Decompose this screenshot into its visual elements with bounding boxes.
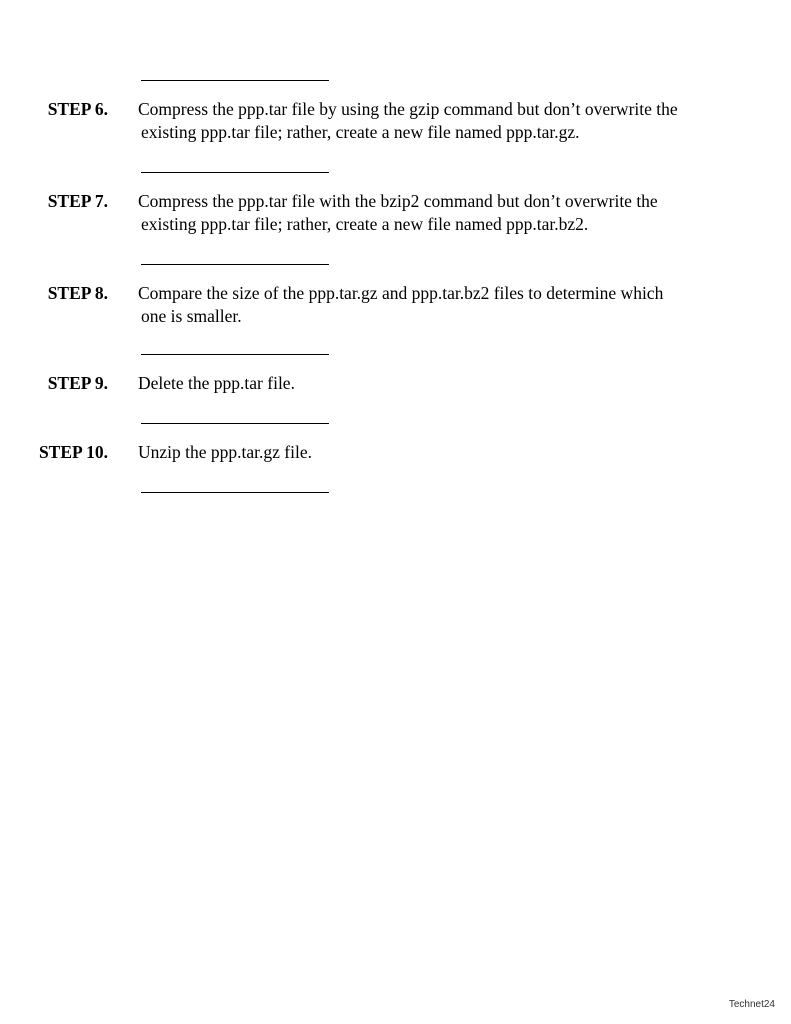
- step-text-line-1: Unzip the ppp.tar.gz file.: [138, 442, 312, 462]
- answer-line: [141, 423, 329, 424]
- step-text: [138, 372, 738, 395]
- step-text: [138, 441, 738, 464]
- answer-line: [141, 80, 329, 81]
- step-text-line-2: existing ppp.tar file; rather, create a new file named ppp.tar.bz2.: [141, 214, 589, 234]
- step-text-line-1: Compare the size of the ppp.tar.gz and ppp.tar.bz2 files to determine which: [138, 283, 664, 303]
- step-label: STEP 7.: [47, 191, 108, 211]
- step-text-line-2: existing ppp.tar file; rather, create a new file named ppp.tar.gz.: [141, 122, 580, 142]
- step-label: STEP 10.: [38, 442, 108, 462]
- step-label: STEP 9.: [47, 373, 108, 393]
- step-text-line-1: Compress the ppp.tar file with the bzip2 command but don’t overwrite the: [138, 191, 658, 211]
- step-label: STEP 8.: [47, 283, 108, 303]
- step-text: [138, 282, 738, 328]
- step-text: [138, 98, 738, 144]
- answer-line: [141, 264, 329, 265]
- step-text-line-1: Delete the ppp.tar file.: [138, 373, 295, 393]
- footer-watermark: Technet24: [728, 999, 775, 1010]
- answer-line: [141, 492, 329, 493]
- answer-line: [141, 354, 329, 355]
- step-text-line-2: one is smaller.: [141, 306, 242, 326]
- answer-line: [141, 172, 329, 173]
- step-label: STEP 6.: [47, 99, 108, 119]
- step-text-line-1: Compress the ppp.tar file by using the gzip command but don’t overwrite the: [138, 99, 678, 119]
- step-text: [138, 190, 738, 236]
